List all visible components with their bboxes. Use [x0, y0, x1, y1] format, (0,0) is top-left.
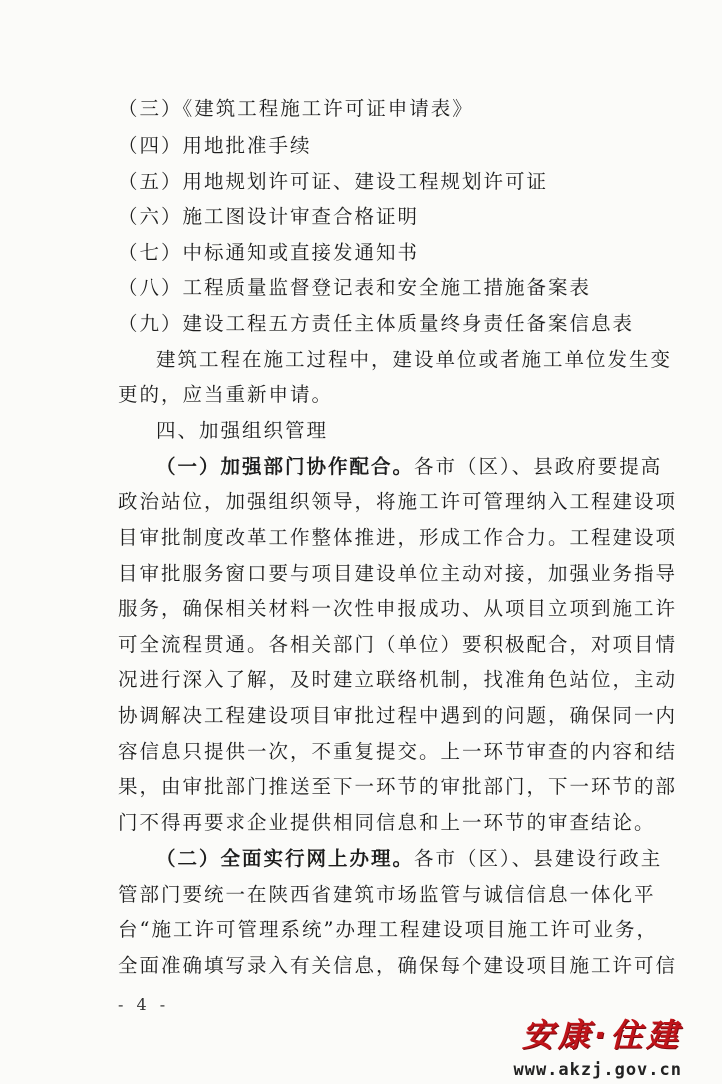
list-item-8: （八）工程质量监督登记表和安全施工措施备案表: [118, 276, 592, 299]
list-item-5: （五）用地规划许可证、建设工程规划许可证: [118, 170, 549, 193]
paragraph-line: 果，由审批部门推送至下一环节的审批部门，下一环节的部: [118, 775, 678, 798]
page-number: - 4 -: [118, 995, 170, 1014]
paragraph-line: 况进行深入了解，及时建立联络机制，找准角色站位，主动: [118, 668, 678, 691]
paragraph-line: 可全流程贯通。各相关部门（单位）要积极配合，对项目情: [118, 633, 678, 656]
watermark: [513, 1010, 682, 1080]
paragraph-line: 容信息只提供一次，不重复提交。上一环节审查的内容和结: [118, 740, 678, 763]
paragraph-line: 台“施工许可管理系统”办理工程建设项目施工许可业务，: [118, 918, 658, 941]
paragraph-line: 目审批服务窗口要与项目建设单位主动对接，加强业务指导: [118, 562, 678, 585]
list-item-7: （七）中标通知或直接发通知书: [118, 241, 420, 264]
paragraph-line: 更的，应当重新申请。: [118, 383, 334, 406]
list-item-4: （四）用地批准手续: [118, 134, 312, 157]
paragraph-line: 服务，确保相关材料一次性申报成功、从项目立项到施工许: [118, 597, 678, 620]
paragraph-text: 各市（区）、县政府要提高: [414, 455, 663, 478]
paragraph-line: 建筑工程在施工过程中，建设单位或者施工单位发生变: [156, 348, 673, 371]
section-heading: 四、加强组织管理: [156, 419, 329, 442]
paragraph-text: 各市（区）、县建设行政主: [414, 847, 663, 870]
paragraph-line: 目审批制度改革工作整体推进，形成工作合力。工程建设项: [118, 526, 678, 549]
list-item-9: （九）建设工程五方责任主体质量终身责任备案信息表: [118, 312, 635, 335]
list-item-6: （六）施工图设计审查合格证明: [118, 205, 420, 228]
paragraph-first-line: [156, 450, 722, 484]
watermark-url: www.akzj.gov.cn: [513, 1060, 682, 1080]
paragraph-line: 门不得再要求企业提供相同信息和上一环节的审查结论。: [118, 811, 656, 834]
paragraph-line: 协调解决工程建设项目审批过程中遇到的问题，确保同一内: [118, 704, 678, 727]
paragraph-line: 全面准确填写录入有关信息，确保每个建设项目施工许可信: [118, 954, 678, 977]
subsection-heading: （二）全面实行网上办理。: [156, 847, 415, 870]
paragraph-first-line: [156, 842, 722, 876]
paragraph-line: 政治站位，加强组织领导，将施工许可管理纳入工程建设项: [118, 490, 678, 513]
subsection-heading: （一）加强部门协作配合。: [156, 455, 415, 478]
watermark-logo-text: 安康·住建: [521, 1016, 682, 1054]
paragraph-line: 管部门要统一在陕西省建筑市场监管与诚信信息一体化平: [118, 883, 656, 906]
list-item-3: （三）《建筑工程施工许可证申请表》: [118, 97, 474, 120]
